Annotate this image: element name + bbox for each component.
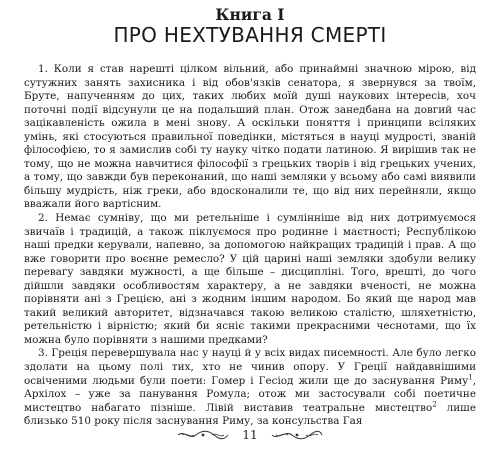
- body-text: [24, 63, 476, 429]
- right-ornament-icon: [270, 429, 324, 441]
- paragraph-3-part-2: , Архілох – уже за панування Ромула; отож ми застосували собі поетичне мистецтво набагато пізніше. Лівій виставив театральне мистецтво: [24, 374, 476, 414]
- chapter-title: ПРО НЕХТУВАННЯ СМЕРТІ: [113, 23, 387, 47]
- paragraph-3-part-1: 3. Греція перевершувала нас у науці й у всіх видах писемності. Але було легко здолати на цьому полі тих, хто не чинив опору. У Греції найдавнішими освіченими людьми були поети: Гомер і Гесіод жили ще до заснування Риму: [24, 347, 476, 387]
- paragraph-3-part-3: лише близько 510 року після заснування Риму, за консульства Гая: [24, 401, 476, 428]
- book-title: Книга I: [215, 5, 285, 24]
- footnote-marker[interactable]: 1: [468, 373, 473, 382]
- paragraph-1: 1. Коли я став нарешті цілком вільний, або принаймні значною мірою, від сутужних занять захисника і від обов'язків сенатора, я звернувся за твоїм, Бруте, напученням до цих, таких любих моїй душі наукових інтересів, хоч поточні події відсунули це на подальший план. Отож занедбана на довгий час зацікавленість ожила в мені знову. А оскільки поняття і принципи всіляких умінь, які стосуються правильної поведінки, містяться в науці мудрості, званій філософією, то я замислив собі ту науку чітко подати латиною. Я вирішив так не тому, що не можна навчитися філософії з грецьких творів і від грецьких учених, а тому, що завжди був переконаний, що наші земляки у всьому або самі виявили більшу мудрість, ніж греки, або вдосконалили те, що від них перейняли, якщо вважали його вартісним.: [24, 63, 476, 211]
- footnote-marker[interactable]: 2: [432, 400, 437, 409]
- page-footer: [0, 426, 500, 444]
- paragraph-3: [24, 347, 476, 428]
- left-ornament-icon: [176, 429, 230, 441]
- paragraph-2: 2. Немає сумніву, що ми ретельніше і сумлінніше від них дотримуємося звичаїв і традицій, а також піклуємося про родинне і маєтності; Республікою наші предки керували, напевно, за допомогою найкращих традицій і прав. А що вже говорити про воєнне ремесло? У цій царині наші земляки здобули велику перевагу завдяки мужності, а ще більше – дисципліні. Того, врешті, до чого дійшли завдяки особливостям характеру, а не завдяки вченості, не можна порівняти ані з Грецією, ані з жодним іншим народом. Бо який ще народ мав такий великий авторитет, відзначався такою великою сталістю, шляхетністю, ретельністю і вірністю; який би ясніє такими прекрасними чеснотами, що їх можна було порівняти з нашими предками?: [24, 212, 476, 346]
- page-number: 11: [242, 428, 258, 442]
